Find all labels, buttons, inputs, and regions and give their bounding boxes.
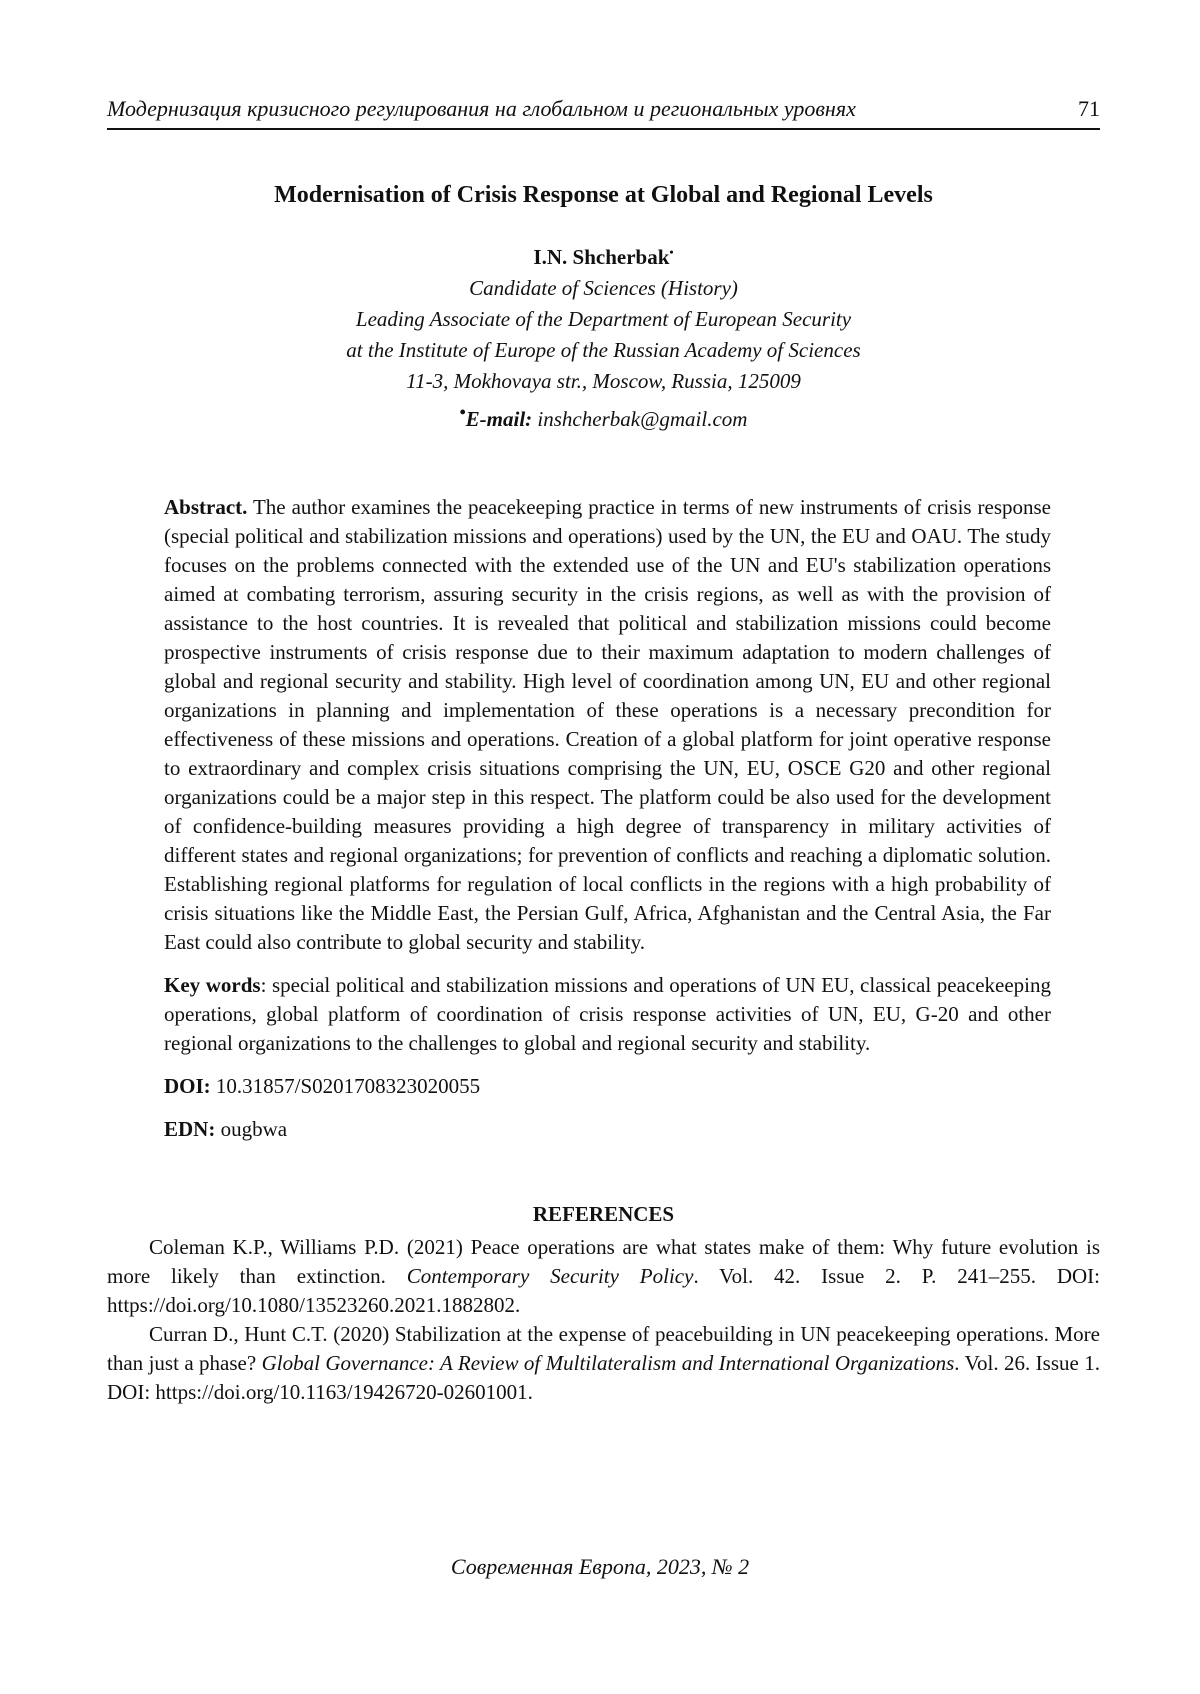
running-header: [107, 96, 1100, 130]
author-footnote-mark: •: [669, 245, 674, 259]
doi-value: 10.31857/S0201708323020055: [215, 1074, 481, 1098]
references-list: [107, 1233, 1100, 1407]
running-footer: Современная Европа, 2023, № 2: [450, 1554, 750, 1579]
page-number: 71: [1078, 96, 1100, 121]
edn-line: [164, 1115, 1051, 1144]
reference-journal: Global Governance: A Review of Multilateralism and International Organizations: [261, 1351, 955, 1375]
abstract-label: Abstract.: [164, 495, 248, 519]
reference-item: [107, 1233, 1100, 1320]
abstract-paragraph: [164, 493, 1051, 957]
author-name-text: I.N. Shcherbak: [533, 245, 670, 269]
author-block: [107, 237, 1100, 435]
doi-label: DOI:: [164, 1074, 211, 1098]
reference-journal: Contemporary Security Policy: [406, 1264, 694, 1288]
email-label: [459, 402, 533, 431]
reference-before: Coleman K.P., Williams P.D. (2021) Peace operations are what states make of them: Why future evolution is more likely than extinction.: [107, 1235, 1100, 1288]
edn-value: ougbwa: [220, 1117, 288, 1141]
reference-item: [107, 1320, 1100, 1407]
author-email: inshcherbak@gmail.com: [537, 407, 748, 431]
author-position: Leading Associate of the Department of European Security: [355, 307, 852, 331]
author-email-line: [107, 397, 1100, 435]
reference-after: . Vol. 42. Issue 2. P. 241–255. DOI: https://doi.org/10.1080/13523260.2021.1882802.: [107, 1264, 1101, 1317]
author-degree: Candidate of Sciences (History): [469, 276, 738, 300]
author-name: [107, 237, 1100, 273]
abstract-section: [164, 493, 1051, 1144]
reference-before: Curran D., Hunt C.T. (2020) Stabilization at the expense of peacebuilding in UN peacekeeping operations. More than just a phase?: [107, 1322, 1100, 1375]
email-label-text: E-mail:: [465, 407, 533, 431]
email-footnote-mark: •: [459, 402, 466, 422]
doi-line: [164, 1072, 1051, 1101]
running-header-title: Модернизация кризисного регулирования на глобальном и региональных уровнях: [107, 96, 856, 121]
keywords-text: : special political and stabilization missions and operations of UN EU, classical peacekeeping operations, global platform of coordination of crisis response activities of UN, EU, G-20 and other regional organizations to the challenges to global and regional security and stability.: [164, 973, 1051, 1055]
keywords-paragraph: [164, 971, 1051, 1058]
reference-after: . Vol. 26. Issue 1. DOI: https://doi.org/10.1163/19426720-02601001.: [107, 1351, 1100, 1404]
author-address: 11-3, Mokhovaya str., Moscow, Russia, 125009: [406, 369, 801, 393]
article-title: Modernisation of Crisis Response at Global and Regional Levels: [274, 182, 933, 208]
references-heading: REFERENCES: [532, 1202, 675, 1226]
abstract-text: The author examines the peacekeeping practice in terms of new instruments of crisis response (special political and stabilization missions and operations) used by the UN, the EU and OAU. The study focuses on the problems connected with the extended use of the UN and EU's stabilization operations aimed at combating terrorism, assuring security in the crisis regions, as well as with the provision of assistance to the host countries. It is revealed that political and stabilization missions could become prospective instruments of crisis response due to their maximum adaptation to modern challenges of global and regional security and stability. High level of coordination among UN, EU and other regional organizations in planning and implementation of these operations is a necessary precondition for effectiveness of these missions and operations. Creation of a global platform for joint operative response to extraordinary and complex crisis situations comprising the UN, EU, OSCE G20 and other regional organizations could be a major step in this respect. The platform could be also used for the development of confidence-building measures providing a high degree of transparency in military activities of different states and regional organizations; for prevention of conflicts and reaching a diplomatic solution. Establishing regional platforms for regulation of local conflicts in the regions with a high probability of crisis situations like the Middle East, the Persian Gulf, Africa, Afghanistan and the Central Asia, the Far East could also contribute to global security and stability.: [164, 495, 1051, 954]
journal-page: [107, 96, 1100, 1407]
keywords-label: Key words: [164, 973, 261, 997]
edn-label: EDN:: [164, 1117, 216, 1141]
author-institution: at the Institute of Europe of the Russian Academy of Sciences: [346, 338, 861, 362]
